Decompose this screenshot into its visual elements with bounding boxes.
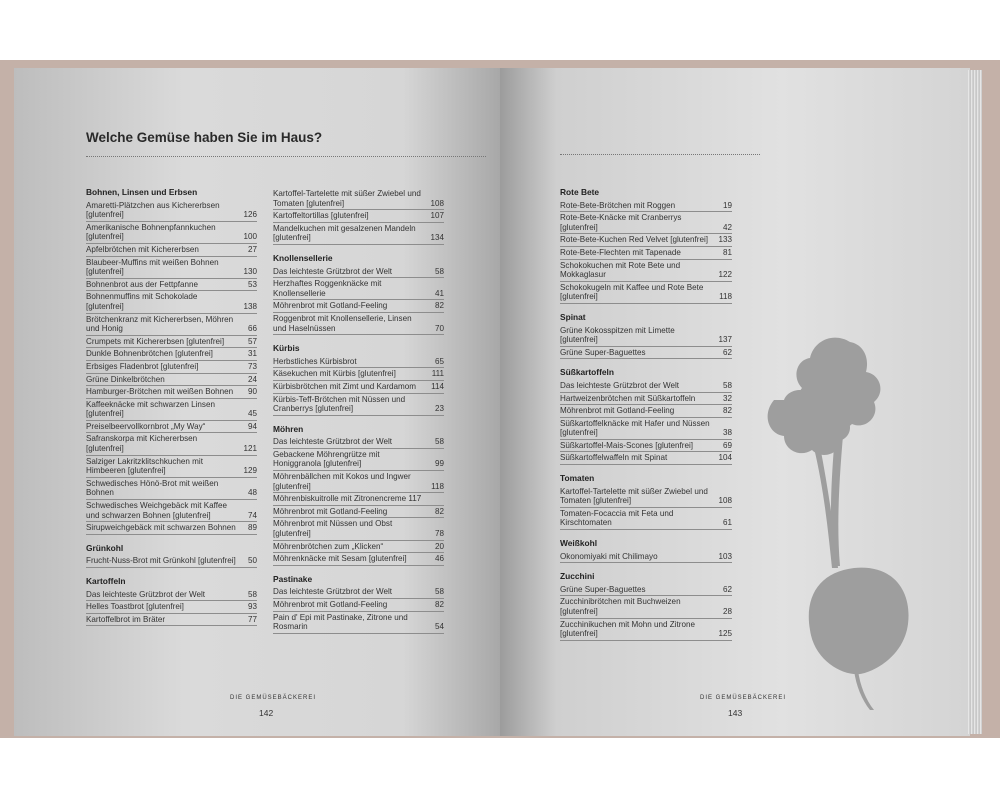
index-column-3 bbox=[560, 188, 732, 641]
index-entry bbox=[560, 440, 732, 453]
recipe-page: 31 bbox=[247, 349, 257, 359]
index-entry bbox=[273, 394, 444, 416]
recipe-name: Tomaten-Focaccia mit Feta und Kirschtomaten bbox=[560, 508, 674, 528]
index-entry bbox=[86, 589, 257, 602]
index-entry bbox=[273, 223, 444, 245]
index-entry bbox=[273, 436, 444, 449]
recipe-page: 130 bbox=[243, 267, 257, 277]
section-title: Tomaten bbox=[560, 473, 595, 484]
index-entry bbox=[560, 551, 732, 564]
recipe-name: Süßkartoffel-Mais-Scones [glutenfrei] bbox=[560, 440, 694, 450]
page-heading: Welche Gemüse haben Sie im Haus? bbox=[86, 130, 323, 145]
recipe-page: 61 bbox=[722, 518, 732, 528]
recipe-name: Schokokuchen mit Rote Bete und Mokkaglasur bbox=[560, 260, 681, 280]
index-entry bbox=[273, 210, 444, 223]
index-entry bbox=[560, 508, 732, 530]
recipe-name: Grüne Kokosspitzen mit Limette [glutenfrei] bbox=[560, 325, 675, 345]
recipe-page: 62 bbox=[722, 584, 732, 594]
recipe-page: 69 bbox=[722, 440, 732, 450]
recipe-name: Grüne Super-Baguettes bbox=[560, 347, 646, 357]
recipe-page: 118 bbox=[431, 481, 444, 491]
recipe-name: Hartweizenbrötchen mit Süßkartoffeln bbox=[560, 393, 696, 403]
recipe-page: 133 bbox=[718, 235, 732, 245]
index-entry bbox=[86, 500, 257, 522]
recipe-page: 74 bbox=[247, 510, 257, 520]
recipe-page: 53 bbox=[247, 279, 257, 289]
index-section bbox=[86, 577, 257, 626]
index-entry bbox=[273, 313, 444, 335]
index-section bbox=[560, 539, 732, 563]
recipe-name: Okonomiyaki mit Chilimayo bbox=[560, 551, 658, 561]
left-page bbox=[14, 68, 500, 736]
index-entry bbox=[86, 433, 257, 455]
index-section bbox=[273, 188, 444, 245]
recipe-page: 134 bbox=[430, 233, 444, 243]
recipe-page: 66 bbox=[247, 324, 257, 334]
recipe-name: Kartoffel-Tartelette mit süßer Zwiebel und Tomaten [glutenfrei] bbox=[273, 189, 421, 208]
recipe-name: Amerikanische Bohnenpfannkuchen [glutenfrei] bbox=[86, 222, 216, 242]
recipe-name: Herbstliches Kürbisbrot bbox=[273, 356, 357, 366]
index-entry bbox=[86, 601, 257, 614]
recipe-name: Hamburger-Brötchen mit weißen Bohnen bbox=[86, 387, 234, 397]
recipe-page: 45 bbox=[247, 409, 257, 419]
recipe-name: Apfelbrötchen mit Kichererbsen bbox=[86, 244, 199, 254]
recipe-page: 23 bbox=[434, 404, 444, 414]
recipe-page: 24 bbox=[247, 374, 257, 384]
recipe-name: Das leichteste Grützbrot der Welt bbox=[273, 587, 393, 597]
recipe-page: 20 bbox=[434, 541, 444, 551]
recipe-page: 28 bbox=[722, 607, 732, 616]
recipe-page: 121 bbox=[243, 444, 257, 454]
recipe-page: 137 bbox=[718, 335, 732, 345]
index-entry bbox=[86, 348, 257, 361]
section-title: Möhren bbox=[273, 423, 304, 434]
index-column-2 bbox=[273, 188, 444, 634]
recipe-page: 65 bbox=[434, 356, 444, 366]
recipe-page: 104 bbox=[718, 453, 732, 463]
recipe-name: Möhrenknäcke mit Sesam [glutenfrei] bbox=[273, 554, 407, 564]
recipe-page: 78 bbox=[434, 529, 444, 539]
recipe-name: Möhrenbrot mit Gotland-Feeling bbox=[273, 506, 388, 516]
index-entry bbox=[560, 282, 732, 304]
recipe-page: 42 bbox=[722, 222, 732, 232]
recipe-page: 81 bbox=[722, 247, 732, 257]
recipe-page: 114 bbox=[431, 381, 444, 391]
recipe-name: Das leichteste Grützbrot der Welt bbox=[86, 589, 206, 599]
recipe-name: Zucchinikuchen mit Mohn und Zitrone [glutenfrei] bbox=[560, 619, 695, 639]
index-section bbox=[560, 572, 732, 641]
index-entry bbox=[86, 200, 257, 222]
recipe-name: Salziger Lakritzklitschkuchen mit Himbeeren [glutenfrei] bbox=[86, 456, 203, 476]
page-edges bbox=[968, 70, 982, 734]
recipe-page: 129 bbox=[243, 466, 257, 476]
recipe-name: Safranskorpa mit Kichererbsen [glutenfrei] bbox=[86, 434, 198, 454]
recipe-name: Helles Toastbrot [glutenfrei] bbox=[86, 602, 184, 612]
index-entry bbox=[86, 314, 257, 336]
index-entry bbox=[273, 368, 444, 381]
recipe-page: 82 bbox=[434, 301, 444, 311]
index-entry bbox=[560, 247, 732, 260]
section-title: Spinat bbox=[560, 311, 586, 322]
recipe-page: 93 bbox=[247, 602, 257, 612]
recipe-page: 125 bbox=[718, 629, 732, 639]
page-footer: DIE GEMÜSEBÄCKEREI bbox=[230, 695, 317, 701]
recipe-name: Schokokugeln mit Kaffee und Rote Bete [glutenfrei] bbox=[560, 282, 704, 302]
index-entry bbox=[86, 421, 257, 434]
recipe-page: 50 bbox=[247, 556, 257, 566]
recipe-name: Kürbisbrötchen mit Zimt und Kardamom bbox=[273, 381, 417, 391]
section-title: Grünkohl bbox=[86, 542, 124, 553]
index-entry bbox=[273, 553, 444, 566]
index-section bbox=[273, 344, 444, 416]
recipe-page: 58 bbox=[722, 380, 732, 390]
page-number: 143 bbox=[728, 708, 743, 718]
recipe-page: 100 bbox=[243, 232, 257, 242]
index-section bbox=[273, 425, 444, 566]
heading-divider bbox=[86, 156, 486, 157]
index-entry bbox=[86, 614, 257, 627]
recipe-name: Frucht-Nuss-Brot mit Grünkohl [glutenfrei] bbox=[86, 556, 236, 566]
index-entry bbox=[273, 300, 444, 313]
recipe-page: 82 bbox=[722, 406, 732, 416]
recipe-name: Grüne Super-Baguettes bbox=[560, 584, 646, 594]
recipe-page: 62 bbox=[722, 347, 732, 357]
recipe-page: 19 bbox=[722, 200, 732, 210]
index-entry bbox=[86, 478, 257, 500]
section-title: Süßkartoffeln bbox=[560, 367, 614, 378]
recipe-name: Kartoffeltortillas [glutenfrei] bbox=[273, 211, 369, 221]
index-entry bbox=[273, 541, 444, 554]
recipe-page: 77 bbox=[247, 614, 257, 624]
recipe-name: Rote-Bete-Knäcke mit Cranberrys [glutenfrei] bbox=[560, 213, 682, 232]
index-entry bbox=[86, 456, 257, 478]
index-entry bbox=[86, 399, 257, 421]
index-entry bbox=[273, 449, 444, 471]
recipe-name: Roggenbrot mit Knollensellerie, Linsen und Haselnüssen bbox=[273, 313, 412, 333]
recipe-page: 122 bbox=[718, 270, 732, 280]
recipe-name: Sirupweichgebäck mit schwarzen Bohnen bbox=[86, 523, 236, 533]
section-title: Kartoffeln bbox=[86, 576, 126, 586]
recipe-page: 107 bbox=[430, 211, 444, 221]
index-entry bbox=[86, 257, 257, 279]
recipe-name: Süßkartoffelwaffeln mit Spinat bbox=[560, 453, 668, 463]
index-entry bbox=[86, 522, 257, 535]
recipe-page: 90 bbox=[247, 387, 257, 397]
index-entry bbox=[86, 361, 257, 374]
recipe-name: Kaffeeknäcke mit schwarzen Linsen [glutenfrei] bbox=[86, 399, 215, 419]
recipe-page: 58 bbox=[434, 266, 444, 276]
index-entry bbox=[86, 222, 257, 244]
index-entry bbox=[560, 452, 732, 465]
recipe-name: Schwedisches Hönö-Brot mit weißen Bohnen bbox=[86, 478, 219, 498]
index-section bbox=[86, 188, 257, 535]
recipe-name: Kartoffelbrot im Bräter bbox=[86, 614, 166, 624]
index-entry bbox=[273, 266, 444, 279]
index-entry bbox=[560, 405, 732, 418]
index-entry bbox=[86, 336, 257, 349]
recipe-name: Amaretti-Plätzchen aus Kichererbsen [glutenfrei] bbox=[86, 200, 220, 220]
recipe-name: Brötchenkranz mit Kichererbsen, Möhren und Honig bbox=[86, 314, 234, 334]
index-entry bbox=[560, 584, 732, 597]
index-entry bbox=[560, 347, 732, 360]
recipe-name: Möhrenbrot mit Gotland-Feeling bbox=[273, 600, 388, 609]
recipe-page: 108 bbox=[430, 198, 444, 208]
recipe-page: 70 bbox=[434, 323, 444, 333]
section-title: Rote Bete bbox=[560, 187, 600, 197]
recipe-name: Käsekuchen mit Kürbis [glutenfrei] bbox=[273, 369, 396, 379]
recipe-page: 126 bbox=[243, 210, 257, 220]
index-entry bbox=[273, 493, 444, 506]
index-entry bbox=[86, 279, 257, 292]
recipe-page: 118 bbox=[719, 292, 732, 302]
section-title: Zucchini bbox=[560, 571, 595, 582]
recipe-page: 94 bbox=[247, 421, 257, 431]
recipe-name: Preiselbeervollkornbrot „My Way“ bbox=[86, 421, 206, 431]
index-entry bbox=[273, 471, 444, 493]
index-section bbox=[560, 313, 732, 359]
index-entry bbox=[86, 374, 257, 387]
recipe-page: 82 bbox=[434, 600, 444, 609]
recipe-name: Möhrenbiskuitrolle mit Zitronencreme 117 bbox=[273, 494, 422, 504]
recipe-page: 99 bbox=[434, 459, 444, 469]
recipe-name: Erbsiges Fladenbrot [glutenfrei] bbox=[86, 361, 199, 371]
index-entry bbox=[560, 325, 732, 347]
recipe-page: 111 bbox=[431, 369, 444, 379]
index-entry bbox=[560, 596, 732, 618]
index-entry bbox=[560, 200, 732, 213]
index-entry bbox=[273, 518, 444, 540]
page-footer: DIE GEMÜSEBÄCKEREI bbox=[700, 695, 787, 701]
recipe-name: Rote-Bete-Kuchen Red Velvet [glutenfrei] bbox=[560, 235, 709, 245]
recipe-page: 89 bbox=[247, 523, 257, 533]
index-entry bbox=[560, 260, 732, 282]
recipe-page: 48 bbox=[247, 488, 257, 498]
recipe-page: 46 bbox=[434, 554, 444, 564]
recipe-name: Mandelkuchen mit gesalzenen Mandeln [glutenfrei] bbox=[273, 223, 416, 243]
recipe-page: 54 bbox=[434, 622, 444, 632]
recipe-name: Kürbis-Teff-Brötchen mit Nüssen und Cranberrys [glutenfrei] bbox=[273, 394, 406, 414]
recipe-page: 58 bbox=[434, 437, 444, 447]
recipe-page: 103 bbox=[718, 551, 732, 561]
index-section bbox=[560, 188, 732, 304]
recipe-name: Herzhaftes Roggenknäcke mit Knollensellerie bbox=[273, 279, 382, 298]
recipe-name: Zucchinibrötchen mit Buchweizen [glutenfrei] bbox=[560, 597, 681, 616]
recipe-page: 82 bbox=[434, 506, 444, 516]
index-entry bbox=[273, 278, 444, 300]
index-entry bbox=[273, 586, 444, 599]
index-entry bbox=[560, 418, 732, 440]
recipe-name: Bohnenmuffins mit Schokolade [glutenfrei] bbox=[86, 292, 198, 311]
heading-divider bbox=[560, 154, 760, 155]
section-title: Weißkohl bbox=[560, 538, 598, 549]
recipe-name: Möhrenbrötchen zum „Klicken“ bbox=[273, 541, 384, 551]
recipe-page: 58 bbox=[434, 587, 444, 597]
right-page bbox=[500, 68, 970, 736]
recipe-page: 138 bbox=[243, 301, 257, 311]
recipe-name: Gebackene Möhrengrütze mit Honiggranola [glutenfrei] bbox=[273, 449, 380, 469]
recipe-name: Rote-Bete-Flechten mit Tapenade bbox=[560, 247, 681, 257]
index-entry bbox=[86, 291, 257, 313]
index-entry bbox=[560, 486, 732, 508]
index-entry bbox=[86, 386, 257, 399]
beetroot-icon bbox=[762, 330, 962, 710]
index-entry bbox=[560, 212, 732, 234]
recipe-page: 73 bbox=[247, 361, 257, 371]
index-entry bbox=[86, 555, 257, 568]
recipe-name: Bohnenbrot aus der Fettpfanne bbox=[86, 279, 199, 289]
recipe-name: Kartoffel-Tartelette mit süßer Zwiebel und Tomaten [glutenfrei] bbox=[560, 486, 708, 506]
index-entry bbox=[273, 381, 444, 394]
recipe-page: 32 bbox=[722, 393, 732, 403]
index-entry bbox=[273, 188, 444, 210]
index-section bbox=[86, 544, 257, 568]
index-entry bbox=[273, 599, 444, 612]
recipe-page: 108 bbox=[718, 496, 732, 506]
section-title: Pastinake bbox=[273, 573, 313, 584]
recipe-page: 58 bbox=[247, 589, 257, 599]
index-section bbox=[560, 368, 732, 465]
recipe-name: Das leichteste Grützbrot der Welt bbox=[273, 266, 393, 276]
recipe-name: Blaubeer-Muffins mit weißen Bohnen [glutenfrei] bbox=[86, 257, 219, 277]
index-entry bbox=[560, 393, 732, 406]
index-column-1 bbox=[86, 188, 257, 626]
index-section bbox=[560, 474, 732, 530]
section-title: Bohnen, Linsen und Erbsen bbox=[86, 187, 198, 197]
recipe-name: Möhrenbällchen mit Kokos und Ingwer [glutenfrei] bbox=[273, 472, 411, 491]
recipe-page: 41 bbox=[434, 288, 444, 298]
index-section bbox=[273, 254, 444, 335]
index-entry bbox=[560, 234, 732, 247]
page-number: 142 bbox=[259, 708, 274, 718]
recipe-name: Möhrenbrot mit Gotland-Feeling bbox=[560, 406, 675, 416]
recipe-page: 57 bbox=[247, 336, 257, 346]
recipe-name: Das leichteste Grützbrot der Welt bbox=[560, 380, 680, 390]
recipe-name: Dunkle Bohnenbrötchen [glutenfrei] bbox=[86, 349, 213, 359]
index-entry bbox=[273, 506, 444, 519]
section-title: Knollensellerie bbox=[273, 252, 333, 263]
recipe-name: Süßkartoffelknäcke mit Hafer und Nüssen [glutenfrei] bbox=[560, 418, 710, 438]
recipe-page: 27 bbox=[247, 244, 257, 254]
index-entry bbox=[273, 612, 444, 634]
index-entry bbox=[86, 244, 257, 257]
section-title: Kürbis bbox=[273, 343, 300, 354]
recipe-name: Möhrenbrot mit Gotland-Feeling bbox=[273, 301, 388, 311]
index-entry bbox=[560, 380, 732, 393]
recipe-name: Das leichteste Grützbrot der Welt bbox=[273, 437, 393, 447]
index-section bbox=[273, 575, 444, 634]
recipe-page: 38 bbox=[722, 428, 732, 438]
index-entry bbox=[273, 356, 444, 369]
recipe-name: Schwedisches Weichgebäck mit Kaffee und schwarzen Bohnen [glutenfrei] bbox=[86, 501, 227, 520]
recipe-name: Möhrenbrot mit Nüssen und Obst [glutenfrei] bbox=[273, 519, 393, 539]
index-entry bbox=[560, 619, 732, 641]
recipe-name: Crumpets mit Kichererbsen [glutenfrei] bbox=[86, 336, 225, 346]
recipe-name: Rote-Bete-Brötchen mit Roggen bbox=[560, 200, 676, 210]
recipe-name: Pain d' Epi mit Pastinake, Zitrone und Rosmarin bbox=[273, 612, 408, 632]
recipe-name: Grüne Dinkelbrötchen bbox=[86, 374, 165, 384]
